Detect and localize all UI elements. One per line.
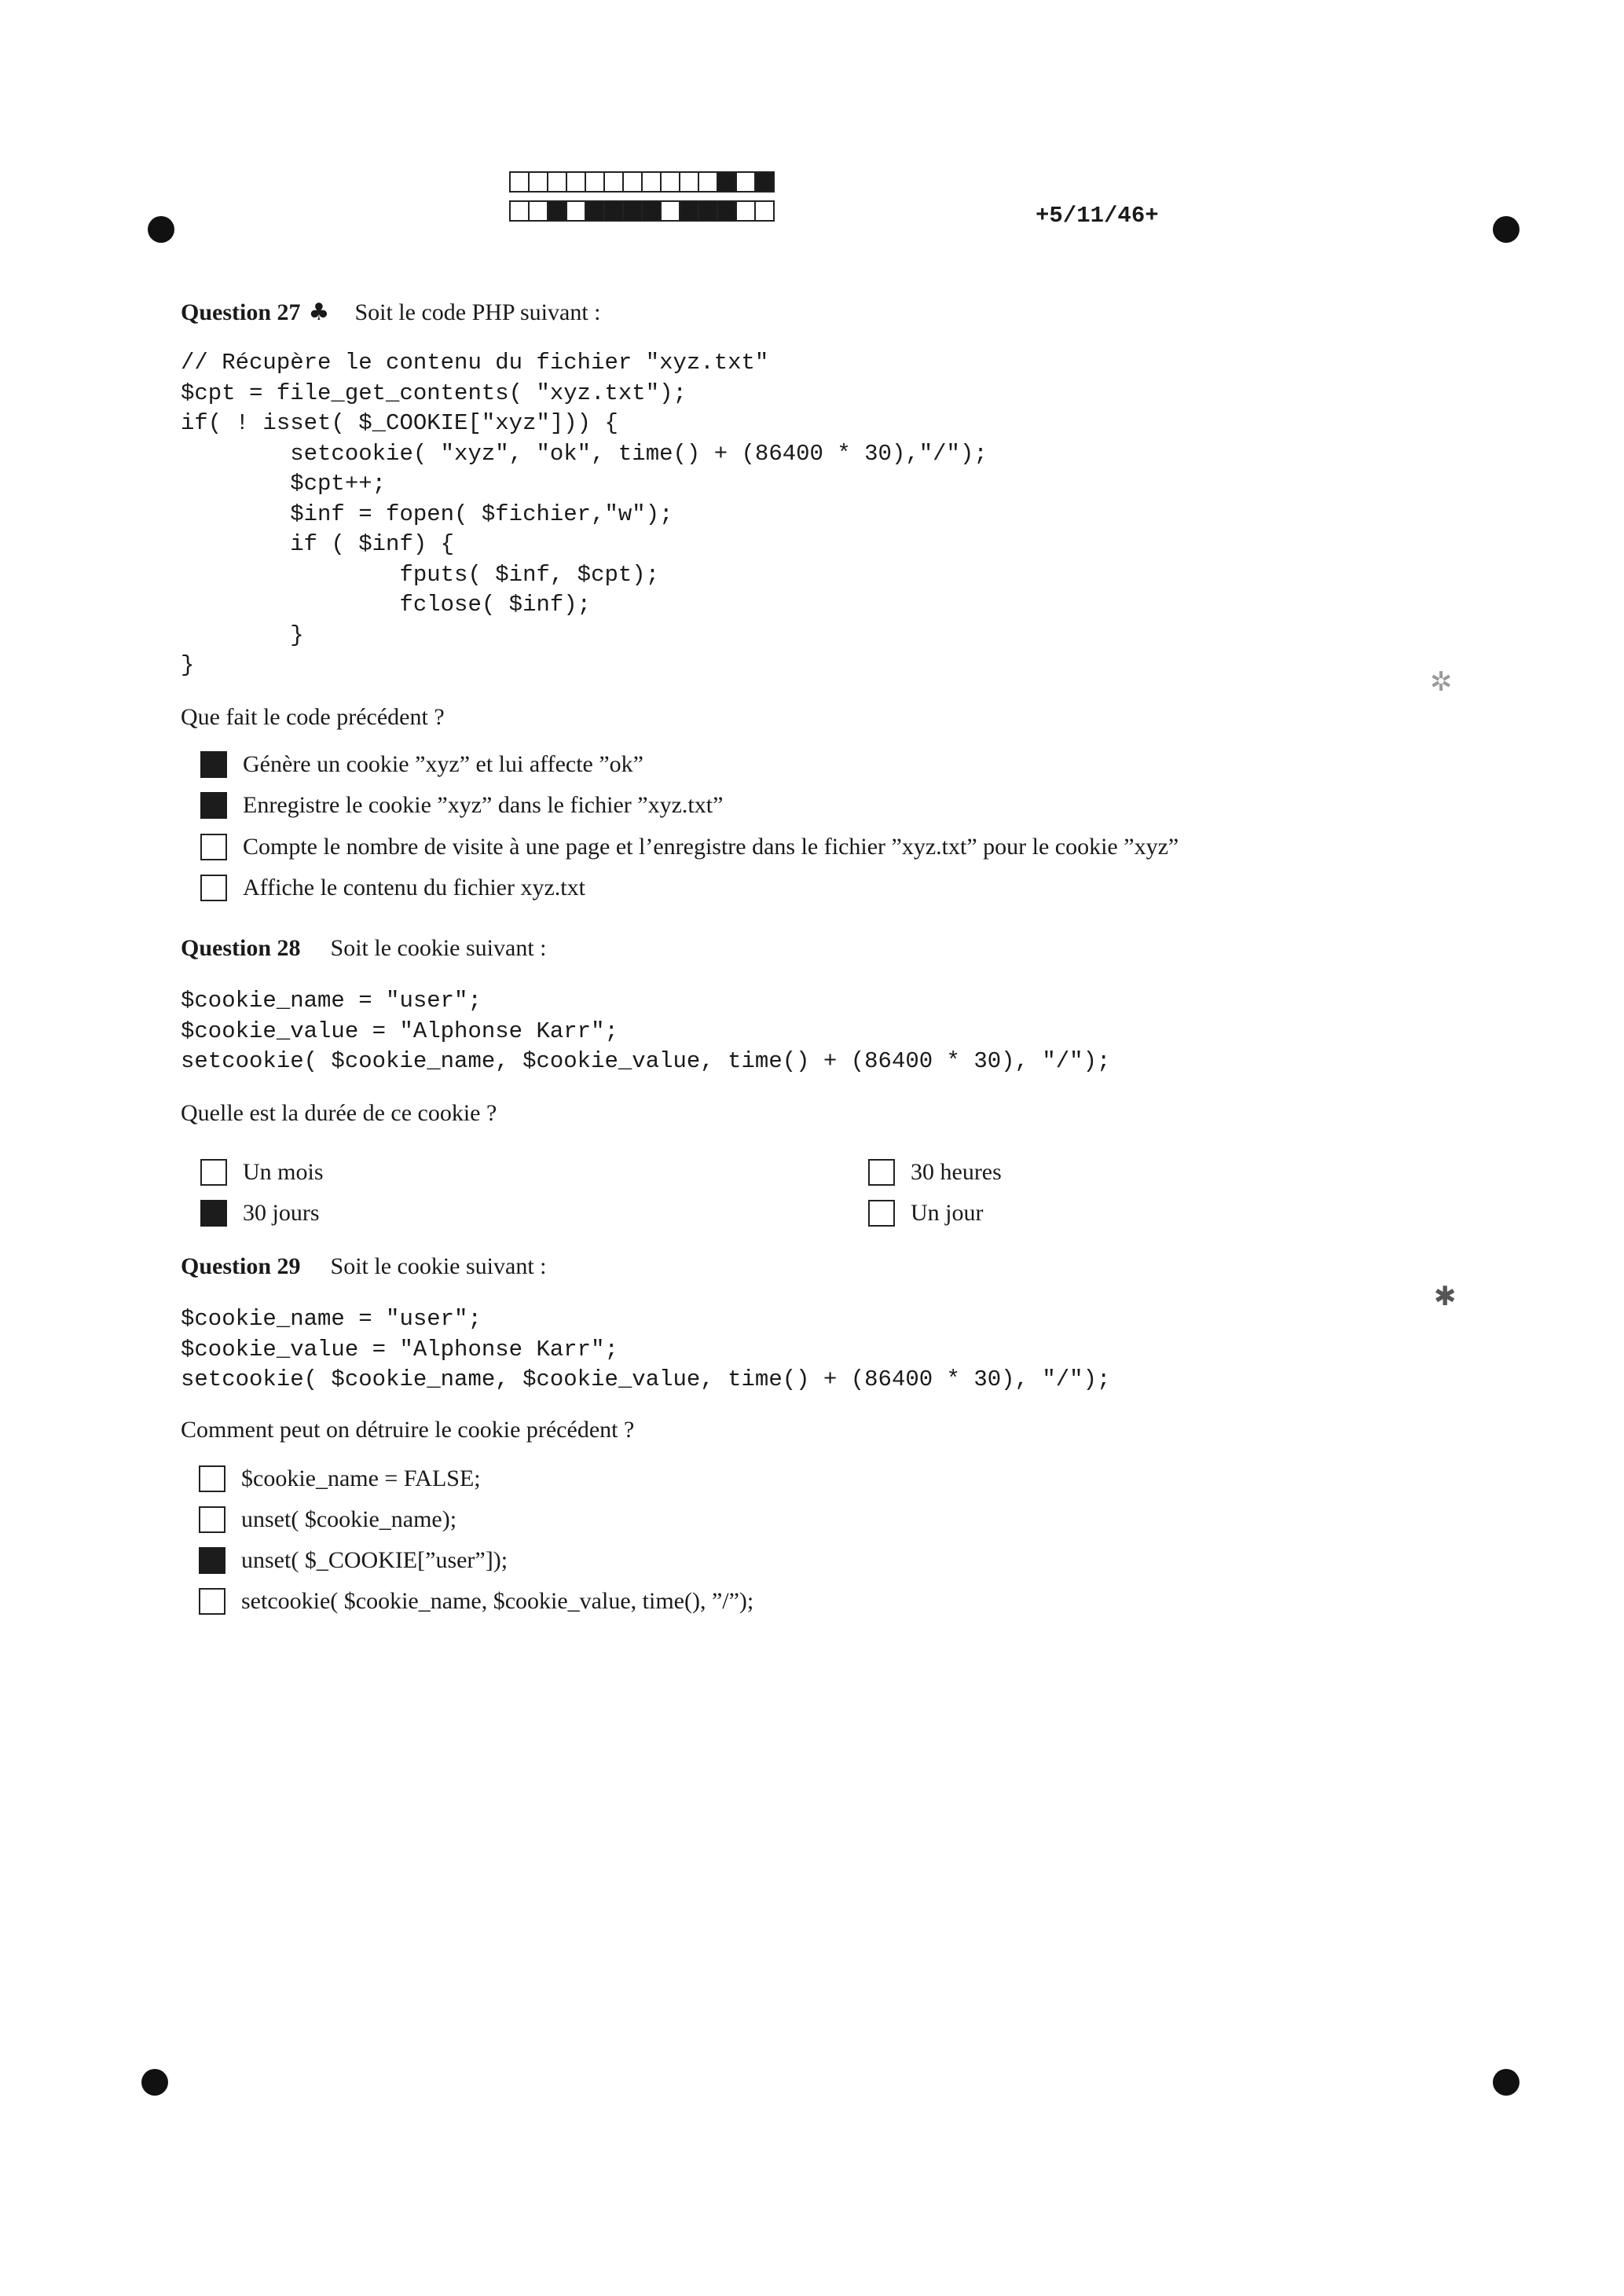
barcode-cell: [679, 200, 699, 222]
answer-option[interactable]: [200, 1159, 324, 1186]
question-28-header: [181, 935, 547, 962]
option-label: unset( $_COOKIE[”user”]);: [241, 1547, 508, 1573]
checkbox[interactable]: [200, 834, 227, 860]
barcode-cell: [679, 171, 699, 193]
option-label: Génère un cookie ”xyz” et lui affecte ”ok”: [243, 751, 643, 777]
code-block: $cookie_name = "user"; $cookie_value = "Alphonse Karr"; setcookie( $cookie_name, $cookie_value, time() + (86400 * 30), "/");: [181, 988, 1111, 1074]
barcode-cell: [717, 171, 737, 193]
checkbox[interactable]: [200, 875, 227, 901]
barcode-cell: [735, 200, 756, 222]
barcode-cell: [754, 200, 775, 222]
code-block: // Récupère le contenu du fichier "xyz.txt" $cpt = file_get_contents( "xyz.txt"); if( ! isset( $_COOKIE["xyz"])) { setcookie( "xyz", "ok", time() + (86400 * 30),"/"); $cpt++; $inf = fopen( $fichier,"w"); if ( $inf) { fputs( $inf, $cpt); fclose( $inf); } }: [181, 350, 988, 678]
barcode-cell: [698, 171, 718, 193]
checkbox[interactable]: [868, 1200, 895, 1227]
barcode-cell: [641, 171, 662, 193]
registration-mark-top-right: [1493, 216, 1520, 243]
option-label: Compte le nombre de visite à une page et l’enregistre dans le fichier ”xyz.txt” pour le cookie ”xyz”: [243, 834, 1179, 860]
barcode-cell: [660, 171, 680, 193]
option-label: unset( $cookie_name);: [241, 1506, 457, 1532]
answer-option[interactable]: [199, 1465, 481, 1492]
barcode-row-top: [511, 171, 775, 193]
answer-option[interactable]: [199, 1547, 508, 1574]
club-icon: ♣: [308, 299, 330, 326]
checkbox[interactable]: [200, 1159, 227, 1186]
answer-option[interactable]: [200, 1200, 320, 1227]
barcode-cell: [735, 171, 756, 193]
answer-option[interactable]: [868, 1200, 984, 1227]
checkbox[interactable]: [200, 751, 227, 778]
answer-option[interactable]: [200, 834, 1179, 860]
checkbox[interactable]: [200, 792, 227, 819]
question-prompt: Que fait le code précédent ?: [181, 704, 445, 730]
option-label: Un jour: [911, 1200, 984, 1226]
registration-mark-top-left: [148, 216, 174, 243]
option-label: setcookie( $cookie_name, $cookie_value, time(), ”/”);: [241, 1588, 754, 1614]
answer-option[interactable]: [200, 792, 723, 819]
scan-smudge-icon: ✱: [1434, 1281, 1457, 1312]
option-label: Un mois: [243, 1159, 324, 1185]
checkbox[interactable]: [199, 1547, 225, 1574]
option-label: Enregistre le cookie ”xyz” dans le fichier ”xyz.txt”: [243, 792, 724, 818]
question-29-header: [181, 1253, 547, 1280]
barcode-cell: [585, 200, 605, 222]
question-prompt: Comment peut on détruire le cookie précédent ?: [181, 1417, 635, 1443]
barcode-cell: [717, 200, 737, 222]
barcode-cell: [641, 200, 662, 222]
barcode-cell: [566, 200, 586, 222]
option-label: Affiche le contenu du fichier xyz.txt: [243, 875, 585, 900]
barcode-cell: [547, 200, 567, 222]
barcode-cell: [622, 171, 643, 193]
checkbox[interactable]: [199, 1588, 225, 1615]
question-intro: Soit le code PHP suivant :: [354, 299, 601, 325]
option-label: 30 jours: [243, 1200, 320, 1226]
barcode-cell: [528, 200, 548, 222]
barcode-cell: [509, 171, 530, 193]
barcode-cell: [754, 171, 775, 193]
scan-smudge-icon: ✲: [1430, 666, 1453, 698]
barcode-cell: [603, 200, 624, 222]
barcode-cell: [603, 171, 624, 193]
answer-option[interactable]: [199, 1506, 456, 1533]
registration-mark-bottom-left: [141, 2069, 168, 2096]
question-number: Question 28: [181, 935, 301, 961]
question-27-header: [181, 299, 601, 326]
barcode-cell: [547, 171, 567, 193]
answer-option[interactable]: [199, 1588, 753, 1615]
question-number: Question 27: [181, 299, 301, 325]
option-label: 30 heures: [911, 1159, 1002, 1185]
code-block: $cookie_name = "user"; $cookie_value = "Alphonse Karr"; setcookie( $cookie_name, $cookie_value, time() + (86400 * 30), "/");: [181, 1306, 1111, 1392]
checkbox[interactable]: [199, 1506, 225, 1533]
barcode-cell: [585, 171, 605, 193]
question-prompt: Quelle est la durée de ce cookie ?: [181, 1100, 497, 1126]
barcode-cell: [698, 200, 718, 222]
barcode-cell: [660, 200, 680, 222]
answer-option[interactable]: [868, 1159, 1002, 1186]
checkbox[interactable]: [199, 1465, 225, 1492]
checkbox[interactable]: [200, 1200, 227, 1227]
registration-mark-bottom-right: [1493, 2069, 1520, 2096]
answer-option[interactable]: [200, 751, 643, 778]
question-intro: Soit le cookie suivant :: [330, 1253, 547, 1279]
barcode-cell: [566, 171, 586, 193]
answer-option[interactable]: [200, 875, 585, 901]
question-intro: Soit le cookie suivant :: [330, 935, 547, 961]
barcode-row-bottom: [511, 200, 775, 222]
barcode-cell: [509, 200, 530, 222]
checkbox[interactable]: [868, 1159, 895, 1186]
barcode-cell: [622, 200, 643, 222]
page-id: +5/11/46+: [1036, 203, 1159, 229]
question-number: Question 29: [181, 1253, 301, 1279]
barcode-cell: [528, 171, 548, 193]
option-label: $cookie_name = FALSE;: [241, 1465, 481, 1491]
